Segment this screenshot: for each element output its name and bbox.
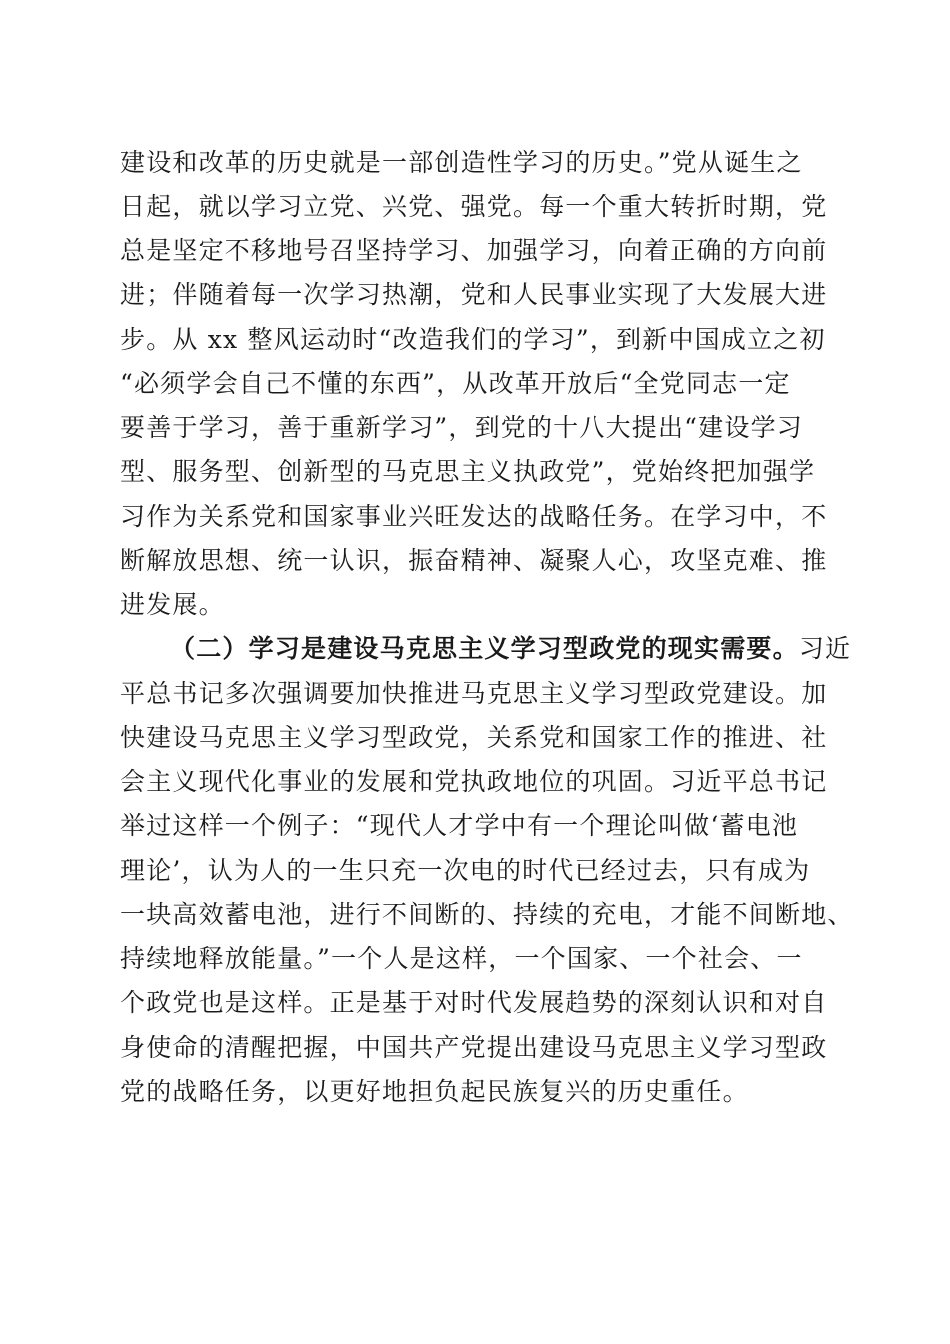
paragraph-1-line-6: “必须学会自己不懂的东西”，从改革开放后“全党同志一定 [120, 369, 791, 398]
paragraph-2-line-4: 会主义现代化事业的发展和党执政地位的巩固。习近平总书记 [120, 767, 828, 796]
paragraph-1-line-10: 断解放思想、统一认识，振奋精神、凝聚人心，攻坚克难、推 [120, 546, 828, 575]
paragraph-1-line-11: 进发展。 [120, 590, 225, 619]
paragraph-2-first-line [170, 634, 851, 664]
paragraph-2-line-3: 快建设马克思主义学习型政党，关系党和国家工作的推进、社 [120, 723, 828, 752]
paragraph-1-line-4: 进；伴随着每一次学习热潮，党和人民事业实现了大发展大进 [120, 280, 828, 309]
paragraph-2-line-5: 举过这样一个例子：“现代人才学中有一个理论叫做‘蓄电池 [120, 811, 799, 840]
paragraph-2-line-2: 平总书记多次强调要加快推进马克思主义学习型政党建设。加 [120, 679, 828, 708]
paragraph-2-line-10: 身使命的清醒把握，中国共产党提出建设马克思主义学习型政 [120, 1033, 828, 1062]
paragraph-2-line-8: 持续地释放能量。”一个人是这样，一个国家、一个社会、一 [120, 944, 803, 973]
paragraph-1-line-8: 型、服务型、创新型的马克思主义执政党”，党始终把加强学 [120, 457, 816, 486]
paragraph-1-line-3: 总是坚定不移地号召坚持学习、加强学习，向着正确的方向前 [120, 236, 828, 265]
paragraph-1-line-2: 日起，就以学习立党、兴党、强党。每一个重大转折时期，党 [120, 192, 828, 221]
paragraph-2-line-7: 一块高效蓄电池，进行不间断的、持续的充电，才能不间断地、 [120, 900, 854, 929]
paragraph-1-line-5: 步。从 xx 整风运动时“改造我们的学习”，到新中国成立之初 [120, 325, 826, 354]
paragraph-2-line-11: 党的战略任务，以更好地担负起民族复兴的历史重任。 [120, 1077, 749, 1106]
paragraph-1-line-7: 要善于学习，善于重新学习”，到党的十八大提出“建设学习 [120, 413, 803, 442]
paragraph-2-line-9: 个政党也是这样。正是基于对时代发展趋势的深刻认识和对自 [120, 988, 828, 1017]
paragraph-1-line-1: 建设和改革的历史就是一部创造性学习的历史。”党从诞生之 [120, 148, 803, 177]
paragraph-2-line-1-rest: 习近 [798, 634, 852, 663]
paragraph-1-line-9: 习作为关系党和国家事业兴旺发达的战略任务。在学习中，不 [120, 502, 828, 531]
paragraph-2-line-6: 理论’，认为人的一生只充一次电的时代已经过去，只有成为 [120, 856, 811, 885]
section-heading: （二）学习是建设马克思主义学习型政党的现实需要。 [170, 634, 799, 663]
